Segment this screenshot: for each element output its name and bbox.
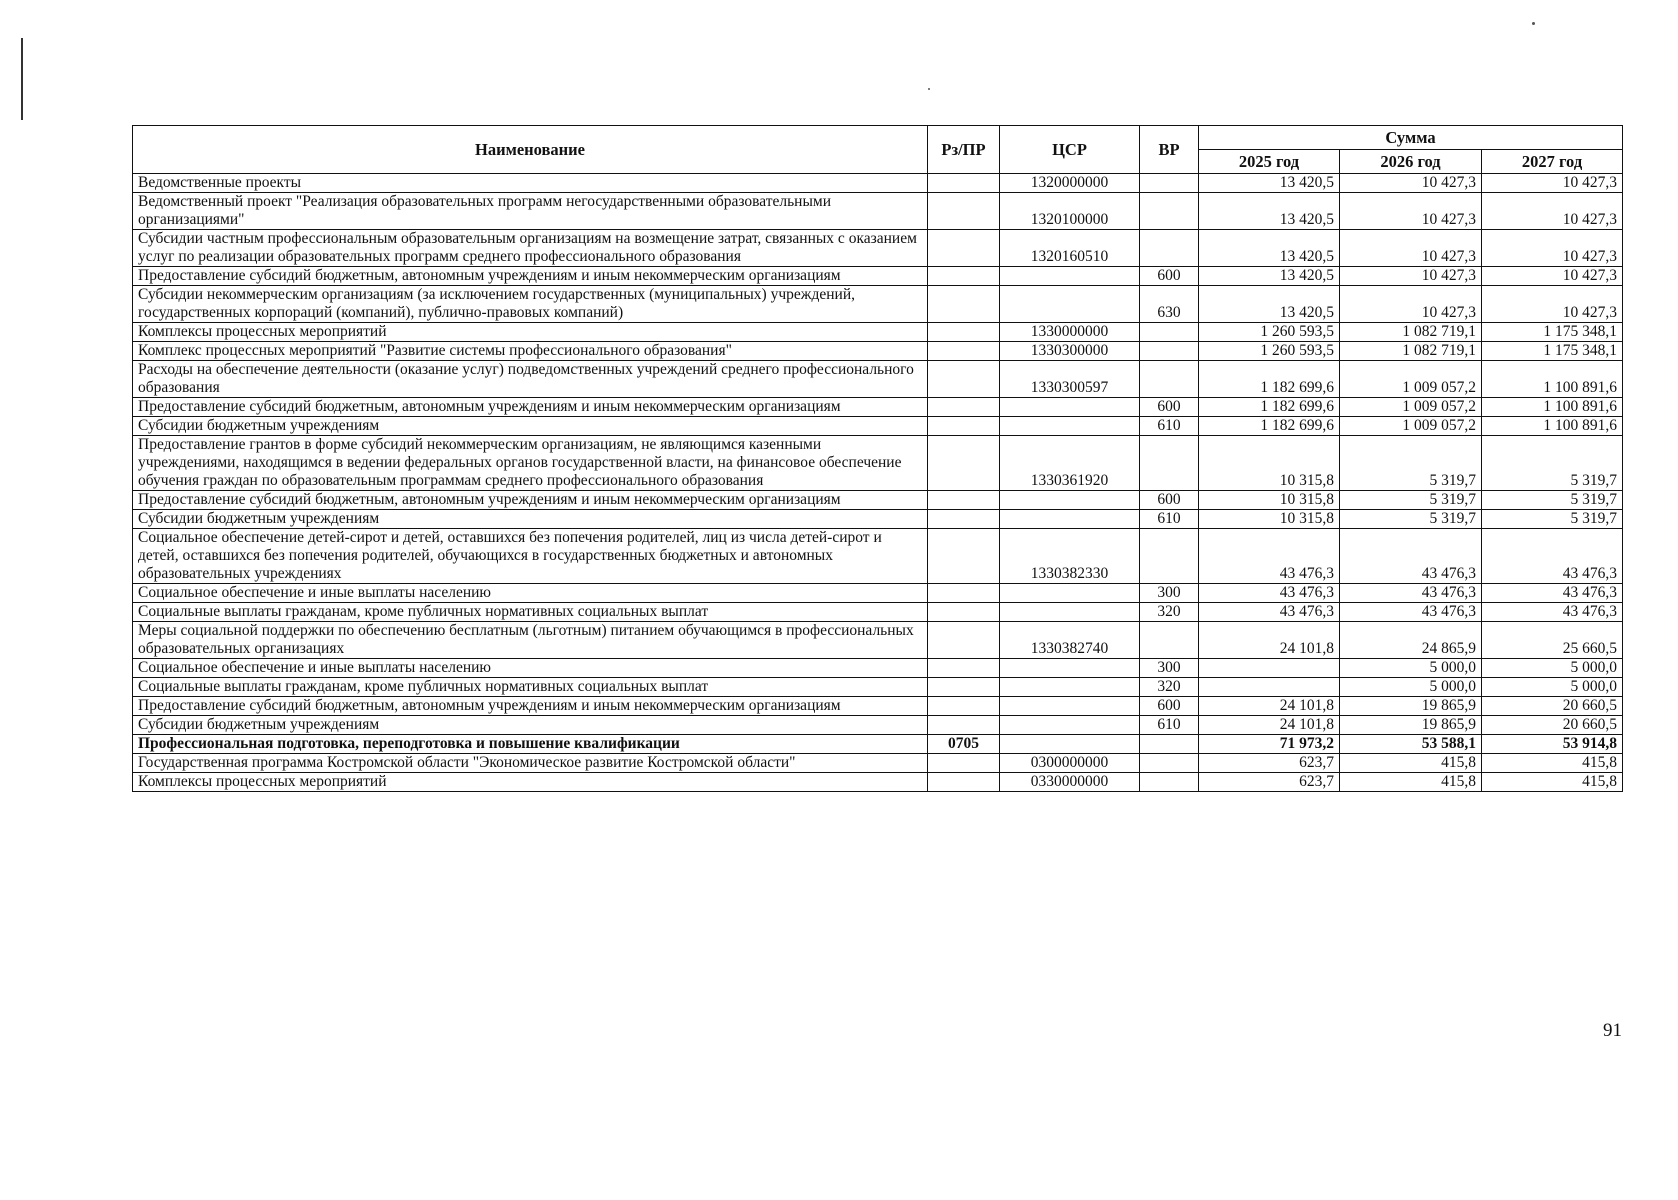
header-vr: ВР [1140, 126, 1199, 174]
row-csr [1000, 398, 1140, 417]
row-name: Предоставление субсидий бюджетным, автономным учреждениям и иным некоммерческим организациям [133, 491, 928, 510]
table-row [133, 230, 1623, 267]
table-row [133, 417, 1623, 436]
row-rzpr [928, 697, 1000, 716]
row-name: Предоставление субсидий бюджетным, автономным учреждениям и иным некоммерческим организациям [133, 697, 928, 716]
table-row [133, 773, 1623, 792]
row-amount-2025: 10 315,8 [1199, 436, 1340, 491]
row-rzpr [928, 361, 1000, 398]
row-amount-2026: 10 427,3 [1340, 193, 1482, 230]
row-csr [1000, 267, 1140, 286]
row-amount-2027: 10 427,3 [1482, 230, 1623, 267]
row-amount-2027: 1 175 348,1 [1482, 342, 1623, 361]
table-row [133, 361, 1623, 398]
row-vr: 600 [1140, 697, 1199, 716]
row-amount-2025: 24 101,8 [1199, 716, 1340, 735]
row-name: Субсидии частным профессиональным образовательным организациям на возмещение затрат, связанных с оказанием услуг по реализации образовательных программ среднего профессионального образования [133, 230, 928, 267]
row-amount-2026: 43 476,3 [1340, 603, 1482, 622]
row-name: Меры социальной поддержки по обеспечению бесплатным (льготным) питанием обучающимся в профессиональных образовательных организациях [133, 622, 928, 659]
row-csr [1000, 510, 1140, 529]
scan-speck [928, 88, 930, 90]
table-row [133, 622, 1623, 659]
row-csr [1000, 716, 1140, 735]
header-name: Наименование [133, 126, 928, 174]
row-amount-2027: 5 319,7 [1482, 491, 1623, 510]
row-name: Расходы на обеспечение деятельности (оказание услуг) подведомственных учреждений среднего профессионального образования [133, 361, 928, 398]
row-amount-2026: 415,8 [1340, 773, 1482, 792]
row-csr [1000, 659, 1140, 678]
row-rzpr [928, 510, 1000, 529]
row-vr: 300 [1140, 584, 1199, 603]
row-csr [1000, 417, 1140, 436]
row-name: Субсидии бюджетным учреждениям [133, 716, 928, 735]
row-name: Социальные выплаты гражданам, кроме публичных нормативных социальных выплат [133, 603, 928, 622]
row-amount-2027: 1 100 891,6 [1482, 398, 1623, 417]
table-row [133, 436, 1623, 491]
row-amount-2025: 43 476,3 [1199, 603, 1340, 622]
row-amount-2026: 5 319,7 [1340, 436, 1482, 491]
row-amount-2026: 5 000,0 [1340, 678, 1482, 697]
row-amount-2025: 623,7 [1199, 754, 1340, 773]
row-amount-2027: 20 660,5 [1482, 716, 1623, 735]
table-row [133, 754, 1623, 773]
header-row [133, 126, 1623, 150]
row-rzpr [928, 193, 1000, 230]
row-amount-2026: 10 427,3 [1340, 267, 1482, 286]
row-vr: 610 [1140, 417, 1199, 436]
row-amount-2027: 43 476,3 [1482, 584, 1623, 603]
row-rzpr [928, 773, 1000, 792]
row-vr: 600 [1140, 398, 1199, 417]
page-number: 91 [1603, 1020, 1622, 1041]
row-name: Комплекс процессных мероприятий "Развитие системы профессионального образования" [133, 342, 928, 361]
row-rzpr [928, 603, 1000, 622]
row-rzpr [928, 716, 1000, 735]
row-amount-2027: 10 427,3 [1482, 267, 1623, 286]
table-body [133, 174, 1623, 792]
row-name: Предоставление субсидий бюджетным, автономным учреждениям и иным некоммерческим организациям [133, 398, 928, 417]
row-csr: 1330000000 [1000, 323, 1140, 342]
row-name: Ведомственные проекты [133, 174, 928, 193]
row-vr [1140, 323, 1199, 342]
row-vr: 610 [1140, 510, 1199, 529]
row-amount-2026: 53 588,1 [1340, 735, 1482, 754]
row-amount-2026: 10 427,3 [1340, 230, 1482, 267]
row-amount-2027: 415,8 [1482, 773, 1623, 792]
row-rzpr [928, 584, 1000, 603]
row-csr: 1330300597 [1000, 361, 1140, 398]
row-amount-2025: 43 476,3 [1199, 584, 1340, 603]
row-amount-2025: 10 315,8 [1199, 491, 1340, 510]
row-rzpr [928, 230, 1000, 267]
row-rzpr [928, 754, 1000, 773]
row-csr [1000, 491, 1140, 510]
row-vr [1140, 361, 1199, 398]
row-csr [1000, 697, 1140, 716]
row-csr: 1330300000 [1000, 342, 1140, 361]
row-amount-2025: 13 420,5 [1199, 267, 1340, 286]
row-amount-2027: 10 427,3 [1482, 193, 1623, 230]
row-amount-2026: 1 009 057,2 [1340, 417, 1482, 436]
row-name: Социальное обеспечение детей-сирот и детей, оставшихся без попечения родителей, лиц из числа детей-сирот и детей, оставшихся без попечения родителей, обучающихся в государственных бюджетных и автономных образовательных учреждениях [133, 529, 928, 584]
row-amount-2026: 415,8 [1340, 754, 1482, 773]
row-amount-2027: 10 427,3 [1482, 174, 1623, 193]
row-vr: 600 [1140, 267, 1199, 286]
row-name: Предоставление грантов в форме субсидий некоммерческим организациям, не являющимся казенными учреждениями, находящимся в ведении федеральных органов государственной власти, на финансовое обеспечение обучения граждан по образовательным программам среднего профессионального образования [133, 436, 928, 491]
table-row [133, 697, 1623, 716]
row-amount-2026: 10 427,3 [1340, 286, 1482, 323]
row-csr [1000, 603, 1140, 622]
row-amount-2027: 5 000,0 [1482, 678, 1623, 697]
table-row [133, 174, 1623, 193]
table-row [133, 735, 1623, 754]
row-vr [1140, 735, 1199, 754]
row-amount-2025: 1 260 593,5 [1199, 342, 1340, 361]
row-csr: 0330000000 [1000, 773, 1140, 792]
scan-speck [1532, 22, 1535, 25]
row-amount-2027: 43 476,3 [1482, 529, 1623, 584]
row-amount-2027: 1 175 348,1 [1482, 323, 1623, 342]
row-csr: 1330382330 [1000, 529, 1140, 584]
table-row [133, 193, 1623, 230]
row-name: Предоставление субсидий бюджетным, автономным учреждениям и иным некоммерческим организациям [133, 267, 928, 286]
row-vr [1140, 754, 1199, 773]
row-rzpr: 0705 [928, 735, 1000, 754]
row-vr [1140, 622, 1199, 659]
row-amount-2026: 5 000,0 [1340, 659, 1482, 678]
table-row [133, 529, 1623, 584]
row-amount-2027: 25 660,5 [1482, 622, 1623, 659]
row-vr: 300 [1140, 659, 1199, 678]
row-amount-2025: 10 315,8 [1199, 510, 1340, 529]
row-rzpr [928, 659, 1000, 678]
row-amount-2027: 20 660,5 [1482, 697, 1623, 716]
row-csr [1000, 584, 1140, 603]
row-amount-2026: 1 082 719,1 [1340, 323, 1482, 342]
table-row [133, 323, 1623, 342]
row-vr [1140, 342, 1199, 361]
row-rzpr [928, 622, 1000, 659]
row-rzpr [928, 286, 1000, 323]
row-amount-2026: 1 009 057,2 [1340, 398, 1482, 417]
row-amount-2027: 5 319,7 [1482, 510, 1623, 529]
row-amount-2026: 24 865,9 [1340, 622, 1482, 659]
table-row [133, 491, 1623, 510]
row-amount-2027: 1 100 891,6 [1482, 361, 1623, 398]
row-amount-2026: 10 427,3 [1340, 174, 1482, 193]
row-amount-2026: 19 865,9 [1340, 716, 1482, 735]
row-name: Социальное обеспечение и иные выплаты населению [133, 659, 928, 678]
row-name: Социальное обеспечение и иные выплаты населению [133, 584, 928, 603]
row-csr [1000, 735, 1140, 754]
margin-mark [21, 38, 23, 120]
row-amount-2025: 623,7 [1199, 773, 1340, 792]
row-amount-2025: 13 420,5 [1199, 286, 1340, 323]
header-year-2025: 2025 год [1199, 150, 1340, 174]
row-rzpr [928, 417, 1000, 436]
row-amount-2027: 43 476,3 [1482, 603, 1623, 622]
table-row [133, 678, 1623, 697]
row-amount-2027: 10 427,3 [1482, 286, 1623, 323]
table-row [133, 584, 1623, 603]
row-amount-2025: 13 420,5 [1199, 230, 1340, 267]
row-rzpr [928, 678, 1000, 697]
row-amount-2027: 1 100 891,6 [1482, 417, 1623, 436]
header-sum: Сумма [1199, 126, 1623, 150]
row-vr [1140, 174, 1199, 193]
row-name: Субсидии бюджетным учреждениям [133, 417, 928, 436]
row-amount-2025 [1199, 678, 1340, 697]
row-rzpr [928, 436, 1000, 491]
row-vr: 600 [1140, 491, 1199, 510]
row-amount-2025: 43 476,3 [1199, 529, 1340, 584]
row-amount-2027: 5 000,0 [1482, 659, 1623, 678]
row-name: Социальные выплаты гражданам, кроме публичных нормативных социальных выплат [133, 678, 928, 697]
row-amount-2025: 1 182 699,6 [1199, 361, 1340, 398]
row-amount-2027: 5 319,7 [1482, 436, 1623, 491]
row-rzpr [928, 529, 1000, 584]
row-amount-2027: 53 914,8 [1482, 735, 1623, 754]
table-row [133, 716, 1623, 735]
row-name: Комплексы процессных мероприятий [133, 773, 928, 792]
row-amount-2026: 1 082 719,1 [1340, 342, 1482, 361]
row-amount-2026: 43 476,3 [1340, 529, 1482, 584]
row-amount-2026: 1 009 057,2 [1340, 361, 1482, 398]
row-rzpr [928, 398, 1000, 417]
row-vr [1140, 230, 1199, 267]
row-csr: 1320100000 [1000, 193, 1140, 230]
header-csr: ЦСР [1000, 126, 1140, 174]
row-amount-2025: 13 420,5 [1199, 174, 1340, 193]
row-rzpr [928, 342, 1000, 361]
header-year-2027: 2027 год [1482, 150, 1623, 174]
row-vr: 630 [1140, 286, 1199, 323]
row-rzpr [928, 174, 1000, 193]
row-name: Ведомственный проект "Реализация образовательных программ негосударственными образовательными организациями" [133, 193, 928, 230]
row-vr [1140, 529, 1199, 584]
row-csr: 1320000000 [1000, 174, 1140, 193]
table-row [133, 510, 1623, 529]
row-vr [1140, 193, 1199, 230]
row-csr: 1330382740 [1000, 622, 1140, 659]
row-name: Профессиональная подготовка, переподготовка и повышение квалификации [133, 735, 928, 754]
row-amount-2025 [1199, 659, 1340, 678]
row-amount-2025: 1 182 699,6 [1199, 398, 1340, 417]
row-amount-2026: 5 319,7 [1340, 510, 1482, 529]
row-vr [1140, 436, 1199, 491]
row-amount-2026: 43 476,3 [1340, 584, 1482, 603]
row-amount-2025: 1 260 593,5 [1199, 323, 1340, 342]
row-amount-2027: 415,8 [1482, 754, 1623, 773]
row-amount-2025: 24 101,8 [1199, 622, 1340, 659]
row-amount-2025: 13 420,5 [1199, 193, 1340, 230]
table-row [133, 267, 1623, 286]
header-rzpr: Рз/ПР [928, 126, 1000, 174]
row-vr [1140, 773, 1199, 792]
table-row [133, 603, 1623, 622]
table-row [133, 659, 1623, 678]
row-rzpr [928, 323, 1000, 342]
row-rzpr [928, 491, 1000, 510]
row-vr: 320 [1140, 678, 1199, 697]
row-csr: 1330361920 [1000, 436, 1140, 491]
row-name: Субсидии бюджетным учреждениям [133, 510, 928, 529]
table-row [133, 286, 1623, 323]
row-rzpr [928, 267, 1000, 286]
row-amount-2026: 19 865,9 [1340, 697, 1482, 716]
row-vr: 610 [1140, 716, 1199, 735]
row-csr: 1320160510 [1000, 230, 1140, 267]
header-year-2026: 2026 год [1340, 150, 1482, 174]
row-csr [1000, 286, 1140, 323]
row-name: Субсидии некоммерческим организациям (за исключением государственных (муниципальных) учреждений, государственных корпораций (компаний), публично-правовых компаний) [133, 286, 928, 323]
row-csr [1000, 678, 1140, 697]
row-name: Государственная программа Костромской области "Экономическое развитие Костромской области" [133, 754, 928, 773]
table-row [133, 342, 1623, 361]
row-amount-2025: 71 973,2 [1199, 735, 1340, 754]
budget-table [132, 125, 1623, 792]
row-csr: 0300000000 [1000, 754, 1140, 773]
row-amount-2026: 5 319,7 [1340, 491, 1482, 510]
row-amount-2025: 1 182 699,6 [1199, 417, 1340, 436]
table-row [133, 398, 1623, 417]
row-amount-2025: 24 101,8 [1199, 697, 1340, 716]
row-vr: 320 [1140, 603, 1199, 622]
row-name: Комплексы процессных мероприятий [133, 323, 928, 342]
